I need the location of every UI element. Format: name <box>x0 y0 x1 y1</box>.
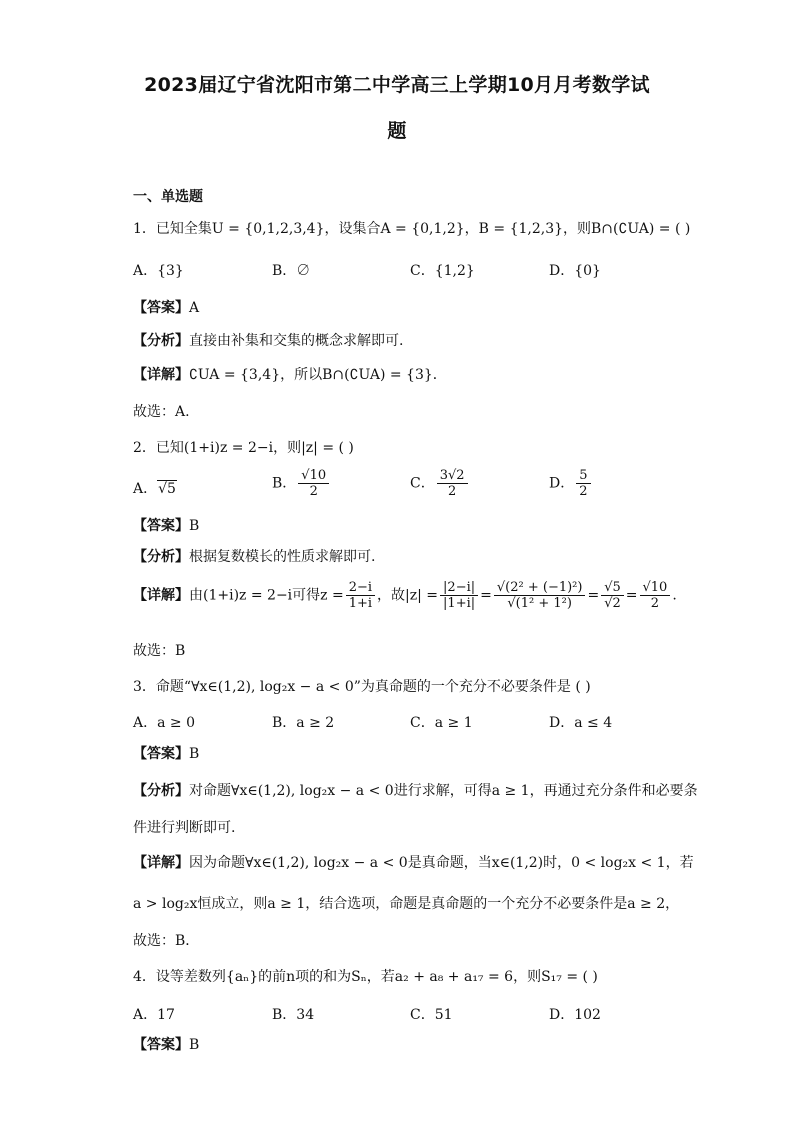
q1-analysis-text: 直接由补集和交集的概念求解即可. <box>189 333 404 349</box>
q4-answer <box>133 1034 199 1054</box>
analysis-label: 【分析】 <box>133 783 189 799</box>
q1-conclusion: 故选：A. <box>133 404 190 420</box>
q3-detail-text-1: 因为命题∀x∈(1,2), log₂x − a < 0是真命题，当x∈(1,2)时，0 < log₂x < 1，若 <box>189 855 694 871</box>
fraction-denominator: 2 <box>650 596 660 611</box>
q2-option-d-label: D． <box>549 475 575 492</box>
q2-answer <box>133 515 199 535</box>
answer-label: 【答案】 <box>133 518 189 534</box>
answer-label: 【答案】 <box>133 1037 189 1053</box>
q2-detail-text-b: ，故|z| = <box>377 587 439 604</box>
q4-option-b: B．34 <box>272 1007 315 1023</box>
analysis-label: 【分析】 <box>133 549 189 565</box>
q3-answer <box>133 743 199 763</box>
fraction-denominator: 1+i <box>348 596 373 611</box>
fraction-numerator: √10 <box>640 580 671 596</box>
q4-stem: 4．设等差数列{aₙ}的前n项的和为Sₙ，若a₂ + a₈ + a₁₇ = 6，则S₁₇ = ( ) <box>133 969 598 985</box>
q1-option-a: A．{3} <box>133 263 184 279</box>
q1-stem: 1．已知全集U = {0,1,2,3,4}，设集合A = {0,1,2}，B = {1,2,3}，则B∩(∁UA) = ( ) <box>133 221 691 237</box>
fraction-denominator: 2 <box>309 484 318 499</box>
q2-detail-fraction-3 <box>494 580 586 611</box>
equals-sign: = <box>480 587 492 604</box>
fraction-denominator: 2 <box>447 484 457 499</box>
q1-option-d: D．{0} <box>549 263 601 279</box>
fraction-numerator: √10 <box>298 468 329 484</box>
q4-answer-value: B <box>189 1037 200 1053</box>
equals-sign: = <box>625 587 638 604</box>
q3-analysis-text-1: 对命题∀x∈(1,2), log₂x − a < 0进行求解，可得a ≥ 1，再通过充分条件和必要条 <box>189 783 698 799</box>
section-heading: 一、单选题 <box>133 189 203 205</box>
q1-answer <box>133 297 199 317</box>
q1-option-c: C．{1,2} <box>410 263 475 279</box>
fraction-numerator: √5 <box>601 580 624 596</box>
fraction-denominator: √2 <box>604 596 621 611</box>
fraction-numerator: |2−i| <box>440 580 478 596</box>
q2-option-c-fraction <box>437 468 468 499</box>
q3-option-b: B．a ≥ 2 <box>272 715 335 731</box>
fraction-numerator: 3√2 <box>437 468 468 484</box>
q2-detail-fraction-5 <box>640 580 671 611</box>
detail-label: 【详解】 <box>133 855 189 871</box>
q2-stem: 2．已知(1+i)z = 2−i，则|z| = ( ) <box>133 440 354 456</box>
q2-analysis <box>133 546 375 566</box>
q2-analysis-text: 根据复数模长的性质求解即可. <box>189 549 376 565</box>
q3-option-a: A．a ≥ 0 <box>133 715 195 731</box>
q2-option-a-label: A． <box>133 481 158 497</box>
q3-conclusion: 故选：B． <box>133 933 200 949</box>
q4-option-c: C．51 <box>410 1007 453 1023</box>
q1-detail <box>133 364 447 384</box>
q2-detail <box>133 580 677 611</box>
analysis-label: 【分析】 <box>133 333 189 349</box>
q1-detail-text: ∁UA = {3,4}，所以B∩(∁UA) = {3}． <box>189 367 447 383</box>
q2-detail-end: . <box>672 587 677 604</box>
q2-option-b <box>272 468 331 499</box>
fraction-numerator: 2−i <box>346 580 375 596</box>
fraction-denominator: √(1² + 1²) <box>507 596 572 611</box>
document-title-line1: 2023届辽宁省沈阳市第二中学高三上学期10月月考数学试 <box>144 74 650 96</box>
q2-answer-value: B <box>189 518 200 534</box>
q3-detail-line1 <box>133 852 694 872</box>
q3-stem: 3．命题“∀x∈(1,2), log₂x − a < 0”为真命题的一个充分不必要条件是 ( ) <box>133 679 591 695</box>
q3-option-d: D．a ≤ 4 <box>549 715 613 731</box>
q3-answer-value: B <box>189 746 200 762</box>
document-title-line2: 题 <box>387 120 407 142</box>
q2-option-c-label: C． <box>410 475 435 492</box>
q3-analysis-line1 <box>133 780 698 800</box>
q1-answer-value: A <box>189 300 200 316</box>
q1-analysis <box>133 330 403 350</box>
q2-detail-text-a: 由(1+i)z = 2−i可得z = <box>189 587 344 604</box>
q2-option-b-fraction <box>298 468 329 499</box>
q2-option-a-value: √5 <box>158 481 176 497</box>
q3-option-c: C．a ≥ 1 <box>410 715 473 731</box>
q2-conclusion: 故选：B <box>133 643 186 659</box>
answer-label: 【答案】 <box>133 300 189 316</box>
q2-option-c <box>410 468 470 499</box>
fraction-denominator: 2 <box>579 484 588 499</box>
q4-option-d: D．102 <box>549 1007 601 1023</box>
q3-detail-line2: a > log₂x恒成立，则a ≥ 1，结合选项，命题是真命题的一个充分不必要条件是a ≥ 2， <box>133 896 680 912</box>
q1-option-b: B．∅ <box>272 263 311 279</box>
fraction-denominator: |1+i| <box>443 596 476 611</box>
q2-detail-fraction-1 <box>346 580 375 611</box>
answer-label: 【答案】 <box>133 746 189 762</box>
q2-detail-fraction-2 <box>440 580 478 611</box>
q2-option-d <box>549 468 593 499</box>
equals-sign: = <box>587 587 600 604</box>
detail-label: 【详解】 <box>133 587 189 604</box>
q2-detail-fraction-4 <box>601 580 624 611</box>
q3-analysis-line2: 件进行判断即可. <box>133 820 236 836</box>
detail-label: 【详解】 <box>133 367 189 383</box>
q2-option-a <box>133 478 177 498</box>
q2-option-d-fraction <box>576 468 590 499</box>
fraction-numerator: 5 <box>576 468 590 484</box>
q2-option-b-label: B． <box>272 475 297 492</box>
q4-option-a: A．17 <box>133 1007 175 1023</box>
fraction-numerator: √(2² + (−1)²) <box>494 580 586 596</box>
